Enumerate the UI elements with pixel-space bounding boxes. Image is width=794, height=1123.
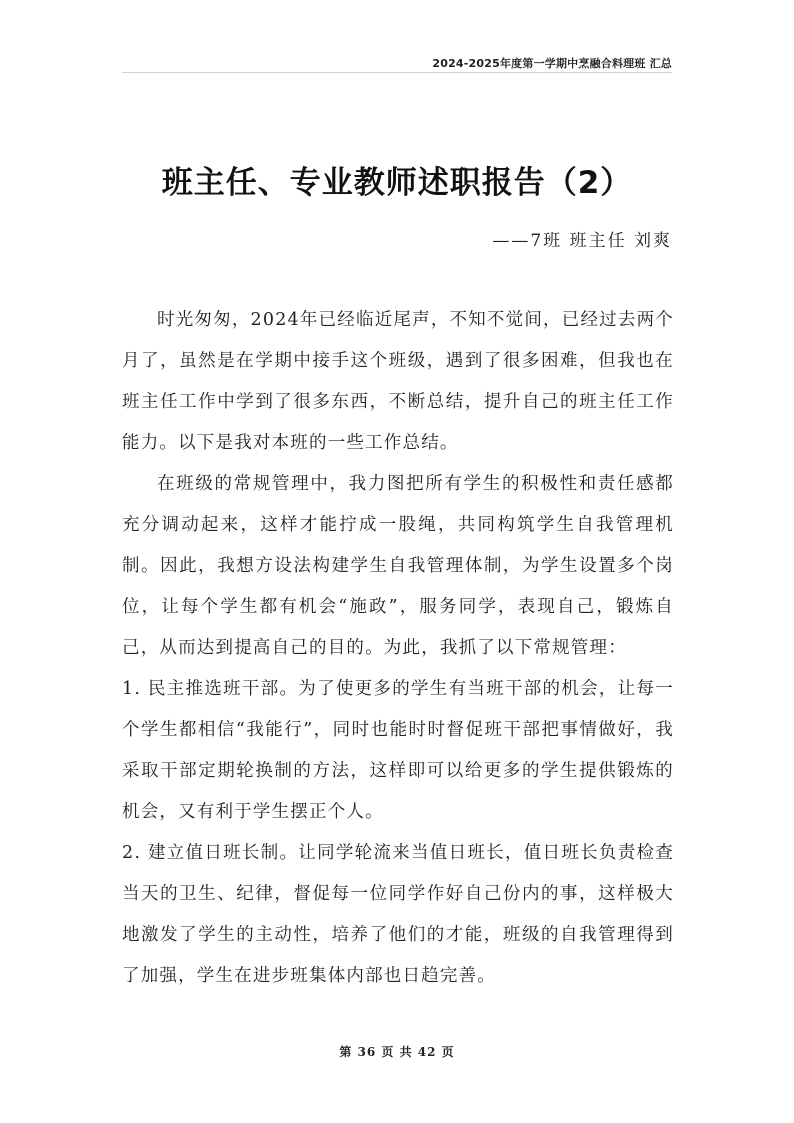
list-item-class-cadres: 1. 民主推选班干部。为了使更多的学生有当班干部的机会，让每一个学生都相信“我能行”，同时也能时时督促班干部把事情做好，我采取干部定期轮换制的方法，这样即可以给更多的学生提供锻炼的机会，又有利于学生摆正个人。 [122,679,674,822]
list-item-duty-monitor: 2. 建立值日班长制。让同学轮流来当值日班长，值日班长负责检查当天的卫生、纪律，督促每一位同学作好自己份内的事，这样极大地激发了学生的主动性，培养了他们的才能，班级的自我管理得到了加强，学生在进步班集体内部也日趋完善。 [122,843,674,986]
report-body [122,300,674,997]
header-divider [122,72,672,73]
page-title: 班主任、专业教师述职报告（2） [161,165,633,201]
running-header: 2024-2025年度第一学期中烹融合料理班 汇总 [432,57,672,70]
paragraph-routine-management: 在班级的常规管理中，我力图把所有学生的积极性和责任感都充分调动起来，这样才能拧成一股绳，共同构筑学生自我管理机制。因此，我想方设法构建学生自我管理体制，为学生设置多个岗位，让每个学生都有机会“施政”，服务同学，表现自己，锻炼自己，从而达到提高自己的目的。为此，我抓了以下常规管理： [122,474,674,658]
author-byline: ——7班 班主任 刘爽 [492,231,672,251]
paragraph-intro: 时光匆匆，2024年已经临近尾声，不知不觉间，已经过去两个月了，虽然是在学期中接手这个班级，遇到了很多困难，但我也在班主任工作中学到了很多东西，不断总结，提升自己的班主任工作能力。以下是我对本班的一些工作总结。 [122,310,674,453]
page-number: 第 36 页 共 42 页 [339,1045,455,1059]
